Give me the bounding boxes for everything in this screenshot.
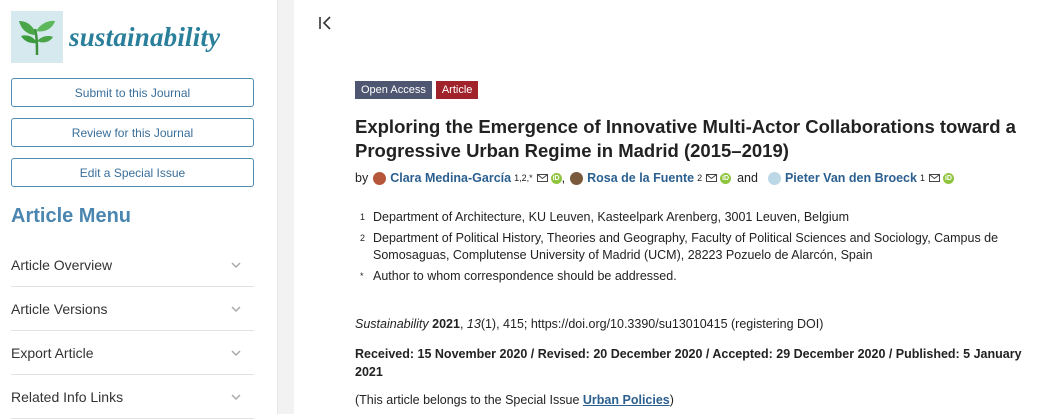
submit-journal-button[interactable]: Submit to this Journal: [11, 78, 254, 107]
menu-item-article-versions[interactable]: [11, 287, 254, 331]
collapse-sidebar-icon[interactable]: [318, 15, 334, 31]
chevron-down-icon: [228, 389, 244, 405]
menu-item-export-article[interactable]: [11, 331, 254, 375]
special-issue-prefix: (This article belongs to the Special Issue: [355, 393, 583, 407]
affiliation-item: [355, 209, 1053, 226]
author-affiliation-sup: 1,2,*: [514, 173, 533, 183]
affiliation-text: Department of Political History, Theories and Geography, Faculty of Political Sciences and Sociology, Campus de Somosaguas, Complutense University of Madrid (UCM), 28223 Pozuelo de Alarcón, Spain: [373, 231, 999, 262]
citation-rest: (1), 415; https://doi.org/10.3390/su13010415 (registering DOI): [480, 317, 824, 331]
orcid-icon[interactable]: iD: [552, 174, 560, 182]
sidebar: [0, 0, 278, 414]
plant-logo-icon: [11, 11, 63, 63]
sidebar-scroll-gutter: [278, 0, 294, 414]
special-issue-link[interactable]: Urban Policies: [582, 393, 670, 407]
menu-item-label: Article Overview: [11, 256, 113, 273]
avatar: [768, 172, 781, 185]
avatar: [570, 172, 583, 185]
article-menu-title: Article Menu: [11, 205, 132, 227]
orcid-icon[interactable]: iD: [944, 174, 952, 182]
special-issue-suffix: ): [669, 393, 674, 407]
affiliation-item: [355, 268, 1053, 285]
affiliation-item: [355, 230, 1053, 264]
open-access-badge: Open Access: [355, 81, 432, 99]
author-name-link[interactable]: Clara Medina-García: [390, 171, 512, 185]
menu-item-label: Related Info Links: [11, 388, 124, 405]
article-badges: [355, 81, 478, 99]
journal-name: sustainability: [69, 21, 221, 52]
and-label: and: [737, 171, 758, 185]
affiliation-text: Department of Architecture, KU Leuven, Kasteelpark Arenberg, 3001 Leuven, Belgium: [373, 210, 849, 224]
menu-item-related-info-links[interactable]: [11, 375, 254, 419]
article-title: Exploring the Emergence of Innovative Multi-Actor Collaborations toward a Progressive Urban Regime in Madrid (2015–2019): [355, 116, 1016, 161]
menu-item-label: Article Versions: [11, 300, 108, 317]
by-label: by: [355, 171, 369, 185]
affiliation-number: 1: [360, 212, 366, 222]
citation-journal: Sustainability: [355, 317, 429, 331]
author-separator: ,: [561, 171, 566, 185]
menu-item-article-overview[interactable]: [11, 243, 254, 287]
orcid-icon[interactable]: iD: [722, 174, 730, 182]
affiliations: [355, 209, 1053, 289]
citation-comma: ,: [459, 317, 467, 331]
email-icon[interactable]: [706, 171, 717, 185]
special-issue-note: [355, 393, 674, 407]
chevron-down-icon: [228, 301, 244, 317]
publication-dates: Received: 15 November 2020 / Revised: 20 December 2020 / Accepted: 29 December 2020 / Published: 5 January 2021: [355, 347, 1022, 379]
citation-year: 2021: [432, 317, 460, 331]
affiliation-text: Author to whom correspondence should be addressed.: [373, 269, 677, 283]
author-name-link[interactable]: Pieter Van den Broeck: [784, 171, 917, 185]
author-list: [355, 171, 954, 185]
journal-logo[interactable]: [11, 11, 220, 63]
chevron-down-icon: [228, 345, 244, 361]
affiliation-number: 2: [360, 233, 366, 243]
chevron-down-icon: [228, 257, 244, 273]
author-affiliation-sup: 2: [697, 173, 703, 183]
affiliation-number: *: [360, 271, 364, 281]
author-name-link[interactable]: Rosa de la Fuente: [587, 171, 695, 185]
citation-line: [355, 317, 823, 331]
menu-item-label: Export Article: [11, 344, 94, 361]
email-icon[interactable]: [929, 171, 940, 185]
citation-volume: 13: [466, 317, 481, 331]
author-affiliation-sup: 1: [919, 173, 925, 183]
email-icon[interactable]: [537, 171, 548, 185]
review-journal-button[interactable]: Review for this Journal: [11, 118, 254, 147]
avatar: [373, 172, 386, 185]
edit-special-issue-button[interactable]: Edit a Special Issue: [11, 158, 254, 187]
article-type-badge: Article: [436, 81, 479, 99]
